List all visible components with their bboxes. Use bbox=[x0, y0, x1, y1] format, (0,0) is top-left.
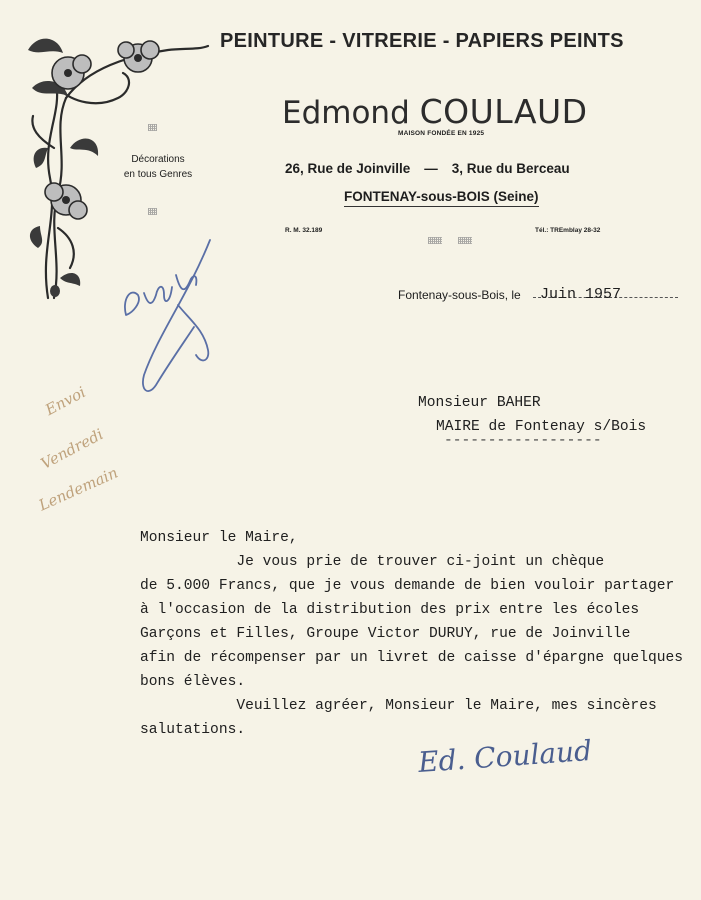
scan-mark bbox=[428, 237, 442, 244]
city-line: FONTENAY-sous-BOIS (Seine) bbox=[344, 189, 539, 207]
company-surname: COULAUD bbox=[419, 92, 588, 131]
founded-line: MAISON FONDÉE EN 1925 bbox=[398, 130, 485, 137]
trade-register: R. M. 32.189 bbox=[285, 227, 323, 234]
recipient-underline: ------------------ bbox=[444, 433, 602, 449]
received-annotation bbox=[118, 235, 218, 405]
signature: Ed. Coulaud bbox=[417, 733, 594, 780]
company-name bbox=[282, 92, 588, 131]
street-address bbox=[285, 161, 570, 176]
decorations-line-2: en tous Genres bbox=[123, 169, 193, 180]
margin-note-line-3: Lendemain bbox=[35, 463, 121, 515]
date-place: Fontenay-sous-Bois, le bbox=[398, 288, 521, 302]
trades-heading: PEINTURE - VITRERIE - PAPIERS PEINTS bbox=[220, 30, 624, 52]
body-line: bons élèves. bbox=[140, 674, 246, 690]
date-value: Juin 1957 bbox=[540, 286, 622, 303]
address-separator: — bbox=[424, 161, 438, 176]
margin-note-line-1: Envoi bbox=[42, 382, 89, 420]
body-line: afin de récompenser par un livret de caisse d'épargne quelques bbox=[140, 650, 683, 666]
body-line: salutations. bbox=[140, 722, 246, 738]
company-first-name: Edmond bbox=[282, 95, 410, 131]
body-line: Je vous prie de trouver ci-joint un chèque bbox=[140, 554, 605, 570]
body-line: à l'occasion de la distribution des prix entre les écoles bbox=[140, 602, 640, 618]
body-line: Garçons et Filles, Groupe Victor DURUY, rue de Joinville bbox=[140, 626, 631, 642]
salutation: Monsieur le Maire, bbox=[140, 530, 298, 546]
recipient-title: MAIRE de Fontenay s/Bois bbox=[436, 419, 647, 435]
address-1: 26, Rue de Joinville bbox=[285, 161, 411, 176]
recipient-name: Monsieur BAHER bbox=[418, 395, 541, 411]
body-line: de 5.000 Francs, que je vous demande de bien vouloir partager bbox=[140, 578, 675, 594]
address-2: 3, Rue du Berceau bbox=[451, 161, 570, 176]
decorations-tagline bbox=[108, 152, 208, 182]
margin-note-line-2: Vendredi bbox=[37, 425, 107, 473]
body-line: Veuillez agréer, Monsieur le Maire, mes sincères bbox=[140, 698, 657, 714]
telephone: Tél.: TREmblay 28-32 bbox=[535, 227, 601, 234]
scan-mark bbox=[148, 208, 157, 215]
scan-mark bbox=[148, 124, 157, 131]
scan-mark bbox=[458, 237, 472, 244]
decorations-line-1: Décorations bbox=[131, 154, 185, 165]
